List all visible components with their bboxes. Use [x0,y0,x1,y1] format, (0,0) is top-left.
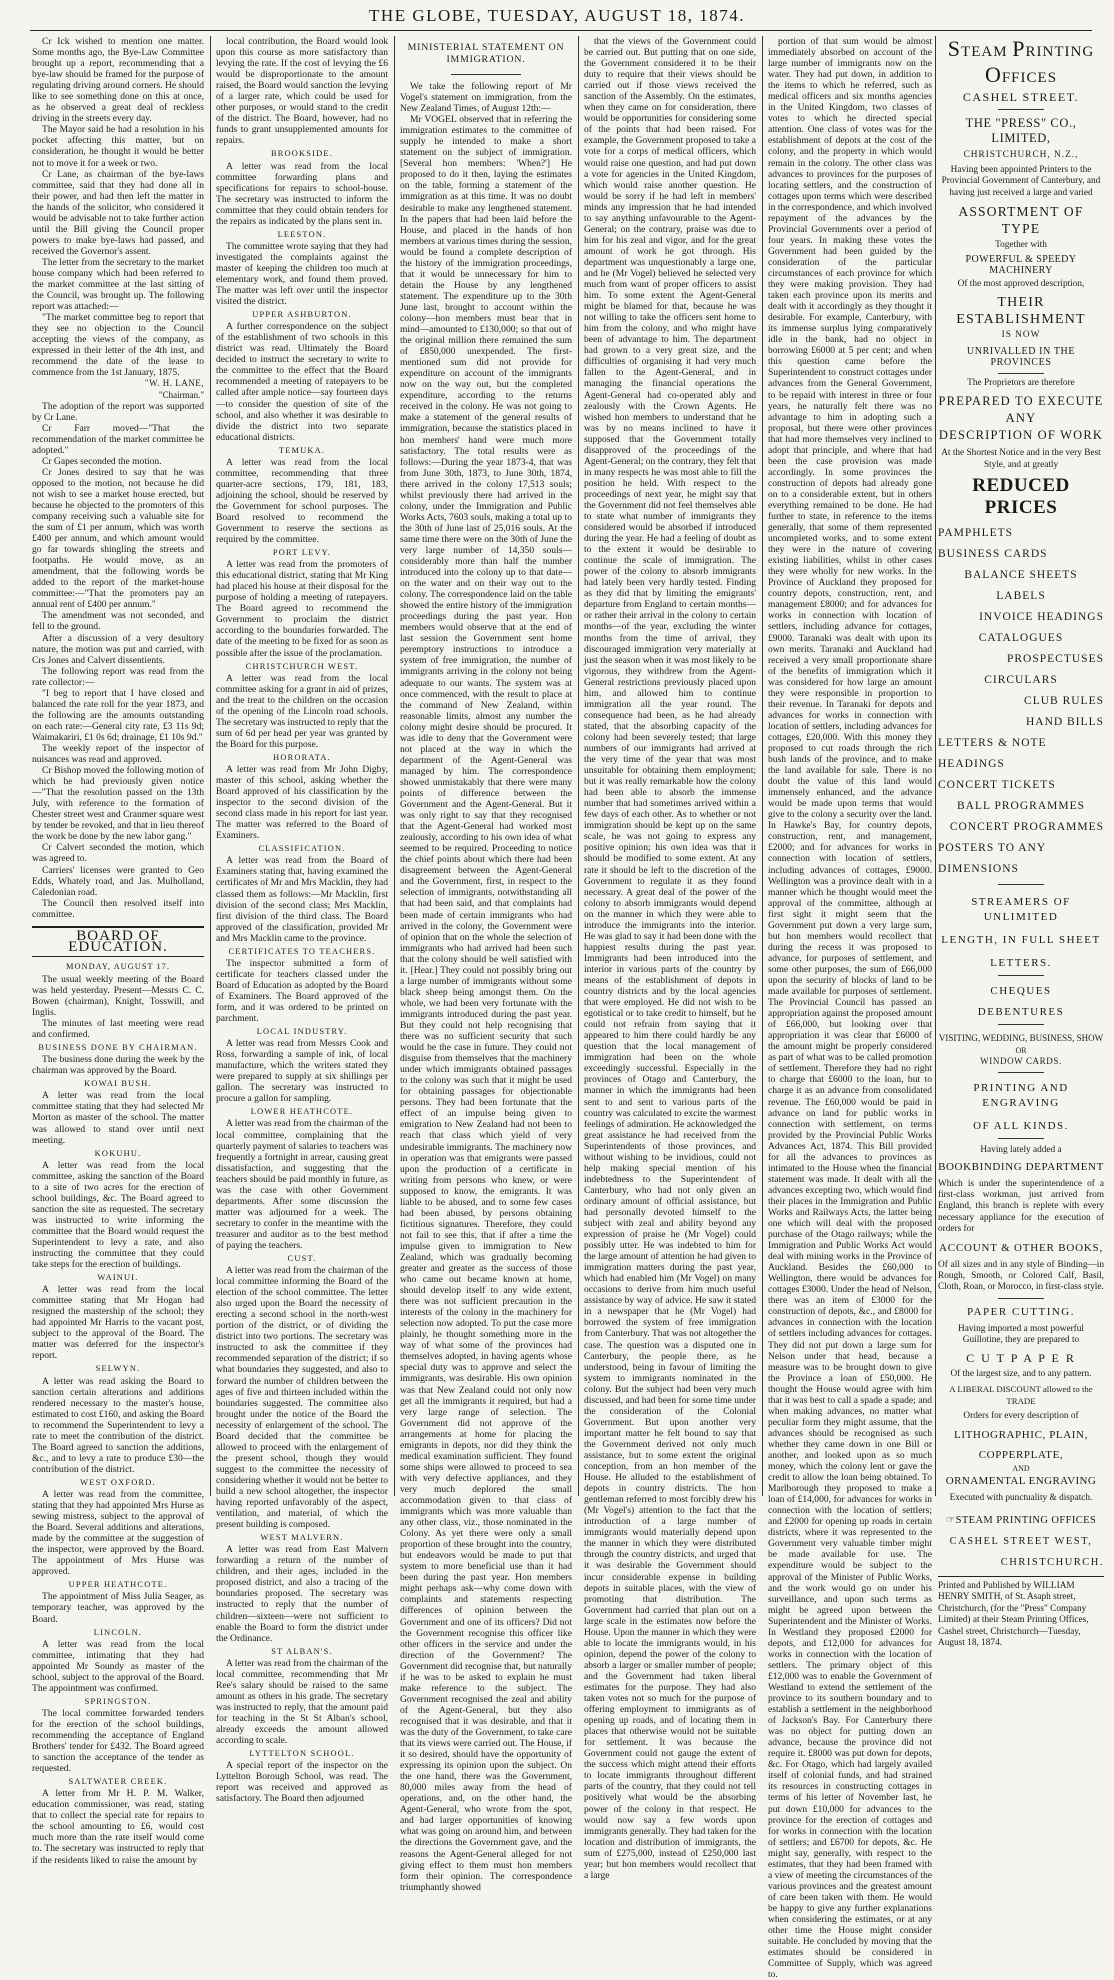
ad-service-item: CLUB RULES [1024,695,1104,707]
ad-service-item: HAND BILLS [1025,716,1104,728]
subsection-heading: LEESTON. [277,229,327,239]
ad-machinery: POWERFUL & SPEEDY MACHINERY [965,253,1077,276]
ad-printing: PRINTING AND ENGRAVING [973,1081,1069,1109]
ad-service-item: BALL PROGRAMMES [957,800,1085,812]
ad-unrivalled: UNRIVALLED IN THE PROVINCES [966,345,1076,368]
ad-window: WINDOW CARDS. [980,1056,1062,1066]
ad-machinery-desc: Of the most approved description, [957,278,1085,289]
ad-christchurch: CHRISTCHURCH. [1000,1556,1104,1568]
article-paragraph: The Council then resolved itself into committee. [32,897,204,920]
column-divider [935,36,936,1496]
ad-service-item: PAMPHLETS [938,527,1014,539]
subsection-heading: KOKUHU. [94,1148,142,1158]
ad-rule [998,1138,1044,1139]
board-sections [32,1042,204,1865]
subsection-heading: ST ALBAN'S. [271,1646,333,1656]
subsection-text: A letter was read from the chairman of the local committee informing the Board of the election of the school committee. The letter also urged upon the Board the necessity of erecting a second school in the north-west portion of the district, or of dividing the district into two portions. The secretary was instructed to ask the committee if they recommended separation of the district; if so what boundaries they suggested, and also to forward the number of children between the ages of five and thirteen included within the boundaries suggested. The committee also brought under the notice of the Board the necessity of enlargement of the school. The Board decided that the committee be allowed to proceed with the enlargement of the present school, though they would suggest to the committee the necessity of considering whether it would not be better to build a new school altogether, the inspector having reported unfavorably of the aspect, ventilation, and material, of which the present building is composed. [216,1265,388,1531]
ad-rule [998,1072,1044,1073]
article-paragraph: Mr VOGEL observed that in referring the immigration estimates to the committee of supply he intended to make a short statement on the subject of immigration. [Several hon members: 'When?'] He proposed to do it then, laying the estimates on the table, forming a statement of the immigration as at this time. It was no doubt desirable to make any lengthened statement. In the papers that had been laid before the House, and placed in the hands of hon members at various times during the session, would be found a complete description of the history of the immigration proceedings, that it would be unnecessary for him to detain the House by any lengthened statement. The expenditure up to the 30th June last, brought to account within the colony—hon members must bear that in mind—amounted to £130,000; so that out of the original million there remained the sum of £850,000 unexpended. The first-mentioned sum did not provide for expenditure on account of the immigrants now on the way out, but the completed expenditure, according to the returns received in the colony. He was not going to make a statement of the general results of immigration, because the statistics placed in hon members' hand were much more satisfactory. The total results were as follows:—During the year 1873-4, that was from June 30th, 1873, to June 30th, 1874, there arrived in the colony 17,513 souls; whilst previously there had arrived in the colony, under the Immigration and Public Works Acts, 7603 souls, making a total up to the 30th of June last of 25,016 souls. At the same time there were on the 30th of June the very large number of 14,350 souls—considerably more than half the number introduced into the colony up to that date—on the water and on their way out to the colony. The correspondence laid on the table showed the entire history of the immigration proceedings during the past year. Hon members would observe that at the end of last session the Government sent home peremptory instructions to introduce a system of free immigration, the number of immigrants arriving in the colony not being adequate to our wants. The system was at once commenced, with the result to place at the command of New Zealand, within reasonable limits, almost any number the colony might desire should be procured. It was idle to deny that the Government were not placed at the way in which the department of the Agent-General was managed by him. The correspondence showed unmistakably that there were many points of difference between the Government and the Agent-General. But it was only right to say that they recognised that the Agent-General had worked most zealously, according to his own idea of what seemed to be required. Proceeding to notice the chief points about which there had been disagreement between the Agent-General and the Government, first, in respect to the selection of immigrants, notwithstanding all that had been said, and that complaints had been made of certain immigrants who had arrived in the colony, the Government were of opinion that on the whole the selection of immigrants who had arrived had been such that the colony should be well satisfied with it. [Hear.] They could not possibly bring out a large number of immigrants without some black sheep being amongst them. On the whole, we had been very fortunate with the immigrants introduced during the past year. But they could not help recognising that there was no sufficient security that such would be the case in future. They could not disguise from themselves that the machinery under which immigrants obtained passages to the colony was such that it might be used for obtaining passages for objectionable persons. They had been fortunate that the effect of an impulse being given to emigration to New Zealand had not been to reach that class which yield of very undesirable immigrants. The machinery now in operation was that emigrants were passed upon the production of a certificate in writing from persons who knew, or were supposed to know, the emigrants. It was liable to be abused, and to some few cases had been abused, by persons obtaining fictitious signatures. Therefore, they could not fail to see this, that if after a time the impulse given to immigration to New Zealand, which was gradually becoming greater and greater as the success of those who came out became known at home, should develop itself to any wide extent, there was not sufficient precaution in the interests of the colony in the machinery for selection now adopted. To put the case more plainly, he thought something more in the way of what some of the provinces had themselves adopted, in having agents whose special duty was to approve and select the immigrants, was desirable. His own opinion was that New Zealand could not only now get all the immigrants it required, but had a very large range of selection. The Government did not approve of the arrangements at home for placing the emigrants in depots, nor did they think the medical examination sufficient. They found some ships were allowed to proceed to sea with very defective appliances, and they very much deplored the small accommodation given to that class of immigrants which was more valuable than any other class, viz., those nominated in the Colony. As yet there were only a small proportion of these brought into the country, but endeavors would be made to put that system to more beneficial use than it had been during the past year. Hon members might perhaps ask—why come down with complaints and statements respecting differences of opinion between the Government and one of its officers? Did not the Government recognise this officer like other officers in the service and under the direction of the Government? The Government did recognise that, but naturally if he was to be asked to explain he must make reference to the subject. The Government recognised the zeal and ability of the Agent-General, but they also recognised that it was desirable, and that it was the duty of the Government, to take care that its views were carried out. The House, if it so desired, should have the opportunity of expressing its opinion upon the subject. On the one hand, there was the Government, 80,000 miles away from the head of operations, and, on the other hand, the Agent-General, who wrote from the spot, and had larger opportunities of knowing what was going on around him, and between the directions the Government gave, and the reasons the Agent-General alleged for not giving effect to them must hon members form their opinion. The correspondence triumphantly showed [400,114,572,1893]
subsection-heading: TEMUKA. [278,445,326,455]
article-paragraph: Cr Calvert seconded the motion, which was agreed to. [32,842,204,865]
subsection-heading: WAINUI. [97,1273,139,1283]
subsection-heading: SALTWATER CREEK. [68,1777,168,1787]
article-paragraph: The following report was read from the rate collector:— [32,665,204,688]
ad-executed: Executed with punctuality & dispatch. [949,1493,1093,1504]
ad-length: LENGTH, IN FULL SHEET [941,934,1101,946]
ad-cashel-west: CASHEL STREET WEST, [949,1535,1093,1547]
article-paragraph: The minutes of last meeting were read and confirmed. [32,1018,204,1041]
masthead-rule [30,30,1092,31]
ad-service-item: CONCERT PROGRAMMES [949,821,1104,833]
subsection-heading: CUST. [287,1254,317,1264]
subsection-heading: CLASSIFICATION. [258,844,346,854]
subsection-text: The business done during the week by the chairman was approved by the Board. [32,1054,204,1077]
article-paragraph: After a discussion of a very desultory nature, the motion was put and carried, with Crs Jones and Calvert dissentients. [32,632,204,666]
ad-reduced-prices: REDUCED PRICES [972,475,1070,518]
article-paragraph: The Mayor said he had a resolution in his pocket affecting this matter, but on consideration, he thought it would be better not to move it for a week or two. [32,124,204,169]
ad-rule [998,975,1044,976]
ad-lithographic: LITHOGRAPHIC, PLAIN, [954,1428,1088,1441]
subsection-heading: LOCAL INDUSTRY. [256,1027,348,1037]
board-intro [32,974,204,1040]
subsection-text: The appointment of Miss Julia Seager, as temporary teacher, was approved by the Board. [32,1591,204,1625]
ad-cut-paper: C U T P A P E R [966,1350,1076,1365]
article-paragraph: portion of that sum would be almost immediately absorbed on account of the large number of immigrants now on the water. They had put down, in addition to the items to which he referred, such as medical officers and six months agencies in the United Kingdom, two classes of votes to which he directed special attention. One class of votes was for the establishment of depots at the cost of the colony, and the property in which would remain in the colony. The other class was advances to provinces for the purposes of locating settlers, and the construction of cottages upon terms which were described in the correspondence, and which involved repayment of the advances by the Provincial Governments over a period of four years. In making these votes the Government had been guided by the consideration of the particular circumstances of each province for which they were making provision. They had taken each province upon its merits and dealt with it accordingly as they thought it desirable. For example, Canterbury, with its immense surplus lying comparatively idle in the bank, had no object in borrowing £6000 at 5 per cent; and when this question came before the Superintendent to construct cottages under advances from the General Government, to be repaid with interest in three or four years, he naturally felt there was no advantage to him in adopting such a proposal, but there were other provinces that had more themselves very inclined to adopt that principle, and where that had been the case provision was made accordingly. In some provinces the construction of depots had already gone on to a considerable extent, but in others everything remained to be done. He had further to state, in reference to the items generally, that some of them represented uncompleted works, and to some extent they were in the nature of covering existing liabilities, whilst in other cases they were wholly for new works. In the Province of Auckland they proposed for country depots, construction, rent, and management £8000; and for advances for works in connection with location of settlers, including advance for cottages, £9000. Taranaki was dealt with upon its own merits. Taranaki and Auckland had received a very small proportionate share of the benefits of immigration which it was considered for how large an amount they were responsible in proportion to their revenue. In Taranaki for depots and advances for works in connection with location of settlers, including advances for cottages, £20,000. With this money they proposed to cut roads through the rich bush lands of the province, and to make the land available for sale. There is no doubt the value of this land would immensely enhanced, and the advance would be made upon terms that would give to the colony a security over the land. In Hawke's Bay, for country depots, construction, rent, and management, £2000; and for advances for works in connection with location of settlers, including advances of cottages, £9000. Wellington was a province dealt with in a manner which he thought would meet the approval of the committee, although at first sight it might seem that the Government put down a very large sum, but hon members would recollect that during the recess it was proposed to advance, for purposes of settlement, and some other purposes, the sum of £66,000 upon the security of blocks of land to be made available for purposes of settlement. The Provincial Council has passed an appropriation against the proposed amount of £66,000, but looking over that appropriation it was clear that £6000 of the amount might be properly considered as part of what was to be called promotion of settlement. Therefore they had no right to charge that £6000 to the loan, but to charge it as an advance from consolidated revenue. The £60,000 would be paid in advance on land for public works in connection with settlement, on terms provided by the Provincial Public Works Advances Act, 1874. This Bill provided for all the advances to provinces as intimated to the House when the financial statement was made. It dealt with all the advances excepting two, which would find their places in the Immigration and Public Works and Railways Acts, the latter being one which will deal with the proposed purchase of the Otago railways; while the Immigration and Public Works Act would deal with mining works in the Province of Auckland. Besides the £60,000 to Wellington, there would be advances for cottages £3000. Under the head of Nelson, there was an item of £3000 for the construction of depots, &c., and £8000 for advances in connection with the location of settlers including advances for cottages. They did not put down a large sum for Nelson under that head, because a measure was to be brought down to give the Province a loan of £50,000. He thought the House would agree with him that it was best to call a spade a spade; and when making advances, no matter what peculiar form they might assume, that the advances should be recognised as such whether they came down in one Bill or another, and looked upon as so much money, which the colony lent or gave the credit to allow the loan being obtained. To Marlborough they proposed to make a loan of £14,000, for advances for works in connection with the location of settlers; and £2000 for opening up roads in certain districts, where it was represented to the Government very valuable timber might be made available for use. The expenditure would be subject to the approval of the Minister of Public Works, and the work would go on under his surveillance, and upon such terms as might be agreed upon between the Superintendent and the Minister of Works. In Westland they proposed £2000 for depots, and £12,000 for advances for works in connection with the location of settlers. The primary object of this £12,000 was to enable the Government of Westland to extend the settlement of the province to its southern boundary and to establish a settlement in the neighborhood of Jackson's Bay. For Canterbury there was no object for putting down an advance, because the province did not require it. £8000 was put down for depots, &c. For Otago, which had largely availed itself of colonial funds, and had strained its resources in constructing cottages in terms of his letter of November last, he put down £10,000 for advances to the province for the erection of cottages and for works in connection with the location of settlers; and £6700 for depots, &c. He might say, generally, with respect to the estimates, that they had been framed with a view of meeting the circumstances of the various provinces and the greatest amount of care been taken with them. He would be happy to give any further explanations when considering the estimates, or at any other time the House might consider suitable. He concluded by moving that the estimates should be considered in Committee of Supply, which was agreed to. [768,36,932,1980]
ad-city: CHRISTCHURCH, N.Z., [963,150,1079,160]
ad-streamers: STREAMERS OF UNLIMITED [971,896,1071,923]
subsection-text: A letter was read from the local committee, asking the sanction of the Board to a site of two acres for the erection of school buildings, &c. The Board agreed to sanction the site as requested. The secretary was instructed to write informing the committee that the Board would request the Superintendent to levy a rate, and also instructing the committee that they could take steps for the erection of buildings. [32,1159,204,1271]
immigration-paras-2 [584,36,756,1881]
subsection-heading: UPPER HEATHCOTE. [68,1580,168,1590]
article-paragraph: We take the following report of Mr Vogel's statement on immigration, from the New Zealand Times, of August 12th:— [400,81,572,115]
ad-main-heading: STEAM PRINTING OFFICES [947,36,1095,87]
subsection-heading: KOWAI BUSH. [84,1079,152,1089]
subsection-heading: HORORATA. [273,752,331,762]
subsection-heading: BUSINESS DONE BY CHAIRMAN. [38,1043,198,1053]
ad-is-now: IS NOW [1001,330,1041,340]
subsection-text: A letter was read from the local committee forwarding plans and specifications for repairs to school-house. The secretary was instructed to inform the committee that they could obtain tenders for the repairs as indicated by the plans sent in. [216,160,388,227]
subsection-text: A letter was read from the committee, stating that they had appointed Mrs Hurse as sewing mistress, subject to the approval of the Board. Several additions and alterations, made by the committee at the suggestion of the inspector, were approved by the Board. The appointment of Mrs Hurse was approved. [32,1489,204,1578]
council-paras-continued [32,401,204,920]
ad-assortment: ASSORTMENT OF TYPE [958,204,1084,236]
subsection-text: A letter was read from the local committee asking for a grant in aid of prizes, and the treat to the children on the occasion of the opening of the Lincoln road schools. The secretary was instructed to reply that the sum of 6d per head per year was granted by the Board for this purpose. [216,672,388,750]
subsection-heading: SPRINGSTON. [84,1696,152,1706]
subsection-text: The committee wrote saying that they had investigated the complaints against the master of keeping the children too much at elementary work, and found them proved. The matter was left over until the inspector visited the district. [216,240,388,308]
subsection-text: A letter was read from Messrs Cook and Ross, forwarding a sample of ink, of local manufacture, which the writers stated they were prepared to supply at six shillings per gallon. The secretary was instructed to procure a gallon for sampling. [216,1038,388,1105]
ad-all-kinds: OF ALL KINDS. [973,1119,1069,1132]
subsection-text: A letter was read from the promoters of this educational district, stating that Mr King had placed his house at their disposal for the purpose of holding a meeting of ratepayers. The Board agreed to recommend the Government to proclaim the district according to the boundaries forwarded. The date of the meeting to be fixed for as soon as possible after the issue of the proclamation. [216,559,388,659]
subsection-text: A letter was read from the Board of Examiners stating that, having examined the certificates of Mr and Mrs Macklin, they had classed them as follows:—Mr Macklin, first division of the second class; Mrs Macklin, first division of the third class. The Board approved of the classification, provided Mr and Mrs Macklin came to the province. [216,855,388,944]
title-rule [451,74,521,75]
subsection-heading: CHRISTCHURCH WEST. [245,661,359,671]
subsection-text: A letter was read from the local committee, intimating that they had appointed Mr Soundy as master of the school, subject to the approval of the Board. The appointment was confirmed. [32,1638,204,1694]
subsection-heading: WEST MALVERN. [260,1533,344,1543]
subsection-heading: UPPER ASHBURTON. [252,310,352,320]
article-paragraph: The weekly report of the inspector of nuisances was read and approved. [32,743,204,766]
ad-street: CASHEL STREET. [962,90,1080,104]
ad-visiting: VISITING, WEDDING, BUSINESS, SHOW [938,1033,1104,1043]
article-paragraph: "The market committee beg to report that they see no objection to the Council accepting the views of the company, as expressed in their letter of the 4th inst, and recommend the date of the lease to commence from the 1st January, 1875. [32,312,204,379]
subsection-heading: LYTTELTON SCHOOL. [249,1749,355,1759]
subsection-text: local contribution, the Board would look upon this course as more satisfactory than levying the rate. If the cost of levying the £6 would be disproportionate to the amount raised, the Board would sanction the levying of a larger rate, which could be used for other purposes, or would stand to the credit of the district. The Board, however, had no funds to grant unsupplemented amounts for repairs. [216,36,388,147]
subsection-text: A special report of the inspector on the Lyttelton Borough School, was read. The report was received and approved as satisfactory. The Board then adjourned [216,1760,388,1805]
ad-largest: Of the largest size, and to any pattern. [950,1368,1092,1379]
subsection-heading: LINCOLN. [93,1627,143,1637]
subsection-heading: BROOKSIDE. [270,149,334,159]
column-immigration-continued [584,36,756,1881]
ad-rule [998,373,1044,374]
ad-discount: A LIBERAL DISCOUNT allowed to the TRADE [949,1384,1093,1406]
ad-rule [998,1024,1044,1025]
advertisement-printing-offices [938,36,1104,1649]
ad-steam-offices: ☞STEAM PRINTING OFFICES [945,1514,1097,1526]
immigration-paras [400,81,572,1893]
imprint-footer: Printed and Published by WILLIAM HENRY SMITH, of St. Asaph street, Christchurch, (for the "Press" Company Limited) at their Steam Printing Offices, Cashel street, Christchurch—Tuesday, August 18, 1874. [938,1576,1104,1650]
article-paragraph: Carriers' licenses were granted to Geo Edds, Whately road, and Jas. Mulholland, Caledonian road. [32,864,204,898]
ad-account-books: ACCOUNT & OTHER BOOKS, [938,1242,1104,1255]
subsection-heading: WEST OXFORD. [80,1477,156,1487]
ad-service-item: POSTERS TO ANY DIMENSIONS [938,842,1046,875]
article-paragraph: that the views of the Government could be carried out. But putting that on one side, the Government considered it to be their duty to require that their views should be carried out if those views received the sanction of the Assembly. On the estimates, when they came on for consideration, there would be opportunities for considering some of the points that had been raised. For example, the Government proposed to take a vote for a corps of medical officers, which would raise one question, and had put down a vote for agencies in the United Kingdom, which would raise another question. He would be sorry if he had left in members' minds any impression that he had intended to say anything unfavourable to the Agent-General; on the contrary, praise was due to him for his zeal and vigor, and for the great amount of work he got through. His department was unquestionably a large one, and he (Mr Vogel) believed he selected very much from want of proper officers to assist him. To some extent the Agent-General might be blamed for that, because he was not willing to take the officers sent home to him from the colony, and who might have been of advantage to him. The department had grown to a very great size, and the difficulties of organising it had very much fallen to the Agent-General, and in managing the financial operations the Agent-General had co-operated ably and zealously with the Crown Agents. He wished hon members to understand that he was by no means inclined to have it supposed that the Government totally disapproved of the proceedings of the Agent-General; on the contrary, they felt that in many respects he was most able to fill the position he held. With respect to the proceedings of next year, he might say that the Government did not feel themselves able to state what number of immigrants they considered would be absorbed if introduced during the year. He had a feeling of doubt as to the extent it would be desirable to continue the scale of immigration. The power of the colony to absorb immigrants had lately been very hardly tested. Finding as they did that by limiting the emigrants' departure from England to certain months—or rather their arrival in the colony to certain months—of the year, excluding the winter months from the time of arrival, they discouraged immigration very materially at just the season when it was most likely to be vigorous, they withdrew from the Agent-General restrictions previously placed upon him, and allowed him to continue immigration all the year round. The consequence had been, as he had already stated, that the absorbing capacity of the colony had been severely tested; that large numbers of our immigrants had arrived at the very time of the year that was most unsuitable for obtaining them employment; but it was really remarkable how the colony had been able to absorb the immense number that had sometimes arrived within a few days of each other. As to whether or not immigration should be kept up on the same scale, he was not going to express any positive opinion; his own idea was that it should be modified to some extent. At any rate it should be left to the discretion of the Government to regulate it as they found necessary. A great deal of the power of the colony to absorb immigrants would depend on the manner in which they were able to introduce the immigrants into the interior. He was glad to say it had been done with the happiest results during the past year. Immigrants had been introduced into the interior in various parts of the country by means of the establishment of depots in country districts and by the local agencies that were employed. He did not wish to be egotistical or to take credit to himself, but he could not refrain from saying that it appeared to him there could hardly be any question that the local management of immigration had been on the whole exceedingly successful. Especially in the provinces of Otago and Canterbury, the manner in which the immigrants had been sent to and sent to various parts of the country was calculated to excite the warmest feelings of admiration. He acknowledged the great assistance he had received from the Superintendents of those provinces, and without wishing to be invidious, could not help making special mention of his indebtedness to the Superintendent of Canterbury, who had not only given an ordinary amount of official assistance, but had personally devoted himself to the subject with zeal and ability beyond any expression of praise he (Mr Vogel) could possibly utter. He was indebted to him for the large amount of attention he had given to immigration matters during the past year, which had enabled him (Mr Vogel) on many occasions to derive from him much useful assistance by way of advice. He saw it stated in a newspaper that he (Mr Vogel) had borrowed the system of free immigration from Canterbury. That was not altogether the case. The question was a disputed one in Canterbury, the people there, as he understood, being in favour of limiting the system to immigrants nominated in the colony. But the subject had been very much discussed, and had been for some time under the consideration of the Colonial Government. But upon another very important matter he felt bound to say that the Government derived not only much assistance, but to some extent the original conception, from an hon member of the House. He alluded to the establishment of depots in country districts. The hon gentleman referred to most forcibly drew his (Mr Vogel's) attention to the fact that the introduction of a large number of immigrants would materially depend upon the manner in which they were distributed through the country districts, and urged that it was desirable the Government should incur considerable expense in building depots in suitable places, with the view of promoting that distribution. The Government had carried that plan out on a large scale in the estimates now before the House. Upon the manner in which they were able to locate the immigrants would, in his opinion, depend the power of the colony to absorb a larger or smaller number of people; and the Government had taken liberal estimates for the purpose. They had also taken votes not so much for the purpose of offering employment to immigrants as of opening up roads, and of locating them in places that otherwise would not be suitable for settlement. It was because the Government could not gauge the extent of the success which might attend their efforts to locate immigrants throughout different parts of the country, that they could not tell positively what would be the absorbing power of the colony in that respect. He would now say a few words upon immigrants generally. They had taken for the location and distribution of immigrants, the sum of £275,000, instead of £250,000 last year; but hon members would recollect that a large [584,36,756,1881]
ad-service-item: CONCERT TICKETS [938,779,1056,791]
board-dateline: MONDAY, AUGUST 17. [66,961,170,971]
ad-service-item: BALANCE SHEETS [964,569,1078,581]
ad-rule [998,109,1044,110]
article-paragraph: The amendment was not seconded, and fell to the ground. [32,610,204,633]
ad-rule [998,1298,1044,1299]
column-divider [762,36,763,1496]
article-paragraph: The usual weekly meeting of the Board was held yesterday. Present—Messrs C. C. Bowen (chairman), Knight, Tosswill, and Inglis. [32,973,204,1019]
subsection-heading: CERTIFICATES TO TEACHERS. [228,946,376,956]
column-immigration-end [768,36,932,1980]
pointing-hand-icon: ☞ [945,1514,956,1526]
ad-and: AND [1012,1463,1030,1473]
ad-service-item: CIRCULARS [984,674,1058,686]
column-divider [210,36,211,1496]
ad-services-list [938,523,1104,880]
immigration-title: MINISTERIAL STATEMENT ON IMMIGRATION. [407,42,565,65]
ad-service-item: PROSPECTUSES [1006,653,1104,665]
ad-service-item: LABELS [996,590,1046,602]
article-paragraph: Cr Bishop moved the following motion of which he had previously given notice—"That the resolution passed on the 13th July, with reference to the formation of Chester street west and Cranmer square west by tender be revoked, and that in lieu thereof the work be done by the new labor gang." [32,765,204,843]
ad-description: DESCRIPTION OF WORK [938,428,1104,442]
education-sections [216,36,388,1804]
subsection-text: A letter was read from the chairman of the local committee, recommending that Mr Ree's salary should be raised to the same amount as others in his grade. The secretary was instructed to reply, that the amount paid for teaching in the St St Alban's school, already exceeds the amount allowed according to scale. [216,1657,388,1747]
council-paras [32,36,204,378]
ad-or: OR [1015,1045,1027,1055]
ad-orders: Orders for every description of [963,1411,1079,1422]
article-paragraph: "I beg to report that I have closed and balanced the rate roll for the year 1873, and the following are the amounts outstanding on each rate:—General city rate, £3 11s 9d; Waimakariri, £1 0s 6d; drainage, £1 10s 9d." [32,687,204,743]
subsection-text: A letter was read asking the Board to sanction certain alterations and additions rendered necessary to the master's house, estimated to cost £160, and asking the Board to recommend the Superintendent to levy a rate to meet the contribution of the district. The Board agreed to sanction the additions, &c., and to levy a rate to produce £30—the contribution of the district. [32,1375,204,1475]
ad-rule [998,884,1044,885]
ad-guillotine: Having imported a most powerful Guillotine, they are prepared to [958,1323,1084,1346]
subsection-text: A letter was read from the chairman of the local committee, complaining that the quarterly payment of salaries to teachers was frequently a fortnight in arrear, causing great dissatisfaction, and suggesting that the teachers should be paid monthly in future, as was the case with other Government departments. After some discussion the matter was adjourned for a week. The secretary to confer in the meantime with the treasurer and auditor as to the best method of paying the teachers. [216,1118,388,1251]
ad-ornamental: ORNAMENTAL ENGRAVING [945,1475,1097,1488]
ad-proprietors: The Proprietors are therefore [967,377,1075,388]
ad-service-item: LETTERS & NOTE HEADINGS [938,737,1047,770]
ad-service-item: INVOICE HEADINGS [979,611,1104,623]
subsection-text: The inspector submitted a form of certificate for teachers classed under the Board of Education as adopted by the Board of Examiners. The Board approved of the form, and it was ordered to be printed on parchment. [216,957,388,1025]
ad-copperplate: COPPERPLATE, [978,1448,1064,1461]
ad-bookbinding: BOOKBINDING DEPARTMENT [938,1161,1104,1173]
subsection-text: The local committee forwarded tenders for the erection of the school buildings, recommending the acceptance of England Brothers' tender for £432. The Board agreed to sanction the acceptance of the tender as requested. [32,1707,204,1775]
article-paragraph: Cr Jones desired to say that he was opposed to the motion, not because he did not wish to see a market house erected, but because he objected to the promoters of this company receiving such a valuable site for the sum of £1 per annum, which was worth £400 per annum, and which amount would go far towards shingling the streets and footpaths. He would move, as an amendment, that the following words be added to the report of the market-house committee:—"That the promoters pay an annual rent of £400 per annum." [32,466,204,611]
masthead: THE GLOBE, TUESDAY, AUGUST 18, 1874. [369,6,745,25]
subsection-text: A further correspondence on the subject of the establishment of two schools in this district was read. Ultimately the Board decided to instruct the secretary to write to the committee to the effect that the Board recommended a meeting of ratepayers to be called after ample notice—say fourteen days—to consider the question of site of the school, and also whether it was desirable to divide the district into two separate educational districts. [216,321,388,443]
ad-debentures: DEBENTURES [977,1006,1065,1018]
subsection-heading: SELWYN. [95,1364,141,1374]
article-paragraph: Cr Ick wished to mention one matter. Some months ago, the Bye-Law Committee brought up a report, recommending that a bye-law should be framed for the purpose of regulating driving around corners. He should like to see something done on this at once, as he observed a great deal of reckless driving in the streets every day. [32,36,204,125]
board-of-education-heading: BOARD OF EDUCATION. [32,926,204,957]
article-paragraph: Cr Farr moved—"That the recommendation of the market committee be adopted." [32,422,204,456]
column-divider [578,36,579,1496]
signature-name: "W. H. LANE, [144,378,204,389]
article-paragraph: The letter from the secretary to the market house company which had been referred to the market committee at the last sitting of the Council, was brought up. The following report was attached:— [32,256,204,313]
subsection-text: A letter was read from the local committee stating that they had selected Mr Morton as master of the school. The matter was allowed to stand over until next meeting. [32,1090,204,1146]
ad-intro: Having been appointed Printers to the Provincial Government of Canterbury, and having just received a large and varied [941,164,1101,198]
ad-account-desc: Of all sizes and in any style of Binding—in Rough, Smooth, or Colored Calf, Basil, Cloth, Roan, or Morocco, in first-class style. [938,1260,1104,1293]
subsection-heading: LOWER HEATHCOTE. [250,1107,354,1117]
signature-title: "Chairman." [158,389,204,400]
subsection-text: A letter was read from Mr John Digby, master of this school, asking whether the Board approved of his classification by the inspector to the second division of the second class made in his report for last year. The matter was referred to the Board of Examiners. [216,764,388,842]
ad-service-item: CATALOGUES [978,632,1064,644]
ad-service-item: BUSINESS CARDS [938,548,1048,560]
ad-having-added: Having lately added a [980,1144,1062,1155]
article-paragraph: Cr Gapes seconded the motion. [42,455,162,467]
subsection-text: A letter was read from the local committee stating that Mr Hogan had resigned the mastership of the school; they had appointed Mr Harris to the vacant post, subject to the approval of the Board. The matter was deferred for the inspector's report. [32,1284,204,1362]
article-paragraph: Cr Lane, as chairman of the bye-laws committee, said that they had done all in their power, and had then left the matter in the hands of the solicitor, who considered it would be advisable not to take further action until the Bill giving the Council proper powers to make bye-laws had passed, and received the Governor's assent. [32,168,204,257]
immigration-paras-3 [768,36,932,1980]
ad-bookbinding-desc: Which is under the superintendence of a first-class workman, just arrived from England, this branch is replete with every necessary appliance for the execution of orders for [938,1179,1104,1234]
subsection-text: A letter from Mr H. P. M. Walker, education commissioner, was read, stating that to collect the special rate for repairs to the school amounting to £6, would cost much more than the rate itself would come to. The secretary was instructed to reply that if the residents liked to raise the amount by [32,1788,204,1866]
subsection-text: A letter was read from the local committee, recommending that three quarter-acre sections, 179, 181, 183, adjoining the school, should be reserved by the Government for school purposes. The Board resolved to recommend the Government to reserve the sections as required by the committee. [216,456,388,546]
ad-together: Together with [995,240,1047,250]
ad-paper-cutting: PAPER CUTTING. [967,1305,1075,1318]
subsection-heading: PORT LEVY. [272,548,332,558]
column-divider [394,36,395,1496]
ad-letters: LETTERS. [990,957,1052,969]
column-council-education [32,36,204,1866]
subsection-text: A letter was read from East Malvern forwarding a return of the number of children, and their ages, included in the proposed district, and also a tracing of the boundaries proposed. The secretary was instructed to reply that the number of children—sixteen—were not sufficient to enable the Board to form the district under the Ordinance. [216,1544,388,1644]
ad-establishment: THEIR ESTABLISHMENT [956,295,1086,327]
ad-shortest: At the Shortest Notice and in the very Best Style, and at greatly [941,448,1101,470]
ad-prepared: PREPARED TO EXECUTE ANY [938,394,1104,425]
article-paragraph: The adoption of the report was supported by Cr Lane. [32,400,204,423]
ad-cheques: CHEQUES [990,985,1052,997]
column-immigration [400,36,572,1893]
ad-company: THE "PRESS" CO., LIMITED, [965,116,1077,145]
column-education-continued [216,36,388,1805]
